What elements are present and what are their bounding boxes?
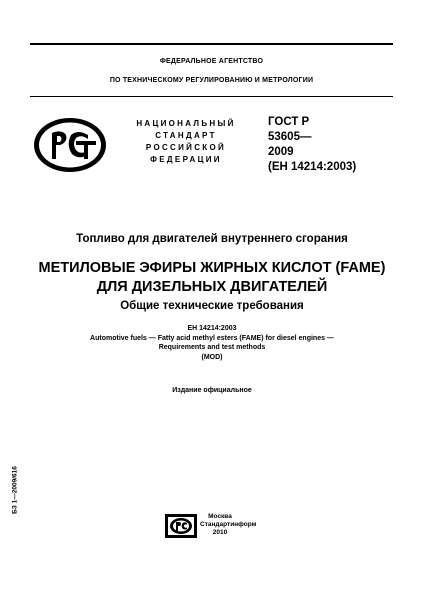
publisher-city: Москва <box>208 513 232 520</box>
national-standard-label <box>116 118 256 166</box>
national-line: РОССИЙСКОЙ <box>145 143 227 152</box>
en-title-line-1: Automotive fuels — Fatty acid methyl esters (FAME) for diesel engines — <box>90 334 334 342</box>
agency-line-1: ФЕДЕРАЛЬНОЕ АГЕНТСТВО <box>159 58 264 65</box>
standartinform-logo-icon <box>163 512 199 540</box>
gost-line: (ЕН 14214:2003) <box>268 161 357 173</box>
top-divider <box>30 43 393 45</box>
national-line: ФЕДЕРАЦИИ <box>150 155 222 164</box>
en-code: EH 14214:2003 <box>187 325 237 332</box>
publisher-name: Стандартинформ <box>200 521 257 528</box>
agency-line-2: ПО ТЕХНИЧЕСКОМУ РЕГУЛИРОВАНИЮ И МЕТРОЛОГИИ <box>109 77 314 84</box>
gost-line: 53605— <box>268 131 312 143</box>
en-title-line-3: (MOD) <box>201 353 223 361</box>
main-title-line-1: МЕТИЛОВЫЕ ЭФИРЫ ЖИРНЫХ КИСЛОТ (FAME) <box>38 260 386 276</box>
en-title-line-2: Requirements and test methods <box>158 344 266 351</box>
main-title <box>0 259 424 297</box>
publisher-year: 2010 <box>212 529 228 536</box>
national-line: СТАНДАРТ <box>155 131 217 140</box>
subtitle: Общие технические требования <box>120 300 304 312</box>
main-title-line-2: ДЛЯ ДИЗЕЛЬНЫХ ДВИГАТЕЛЕЙ <box>96 279 328 295</box>
edition-label: Издание официальное <box>172 387 252 394</box>
publisher-info <box>200 513 257 537</box>
gost-line: ГОСТ Р <box>268 116 310 128</box>
side-code <box>10 450 20 530</box>
gost-designation <box>268 115 356 175</box>
gost-line: 2009 <box>268 146 294 158</box>
en-standard-block <box>0 324 424 362</box>
national-line: НАЦИОНАЛЬНЫЙ <box>136 119 236 128</box>
side-code-text: БЗ 1—2009/616 <box>11 466 19 514</box>
header-divider <box>30 96 393 97</box>
fuel-title: Топливо для двигателей внутреннего сгорания <box>76 233 348 245</box>
rst-logo-icon <box>30 115 110 175</box>
